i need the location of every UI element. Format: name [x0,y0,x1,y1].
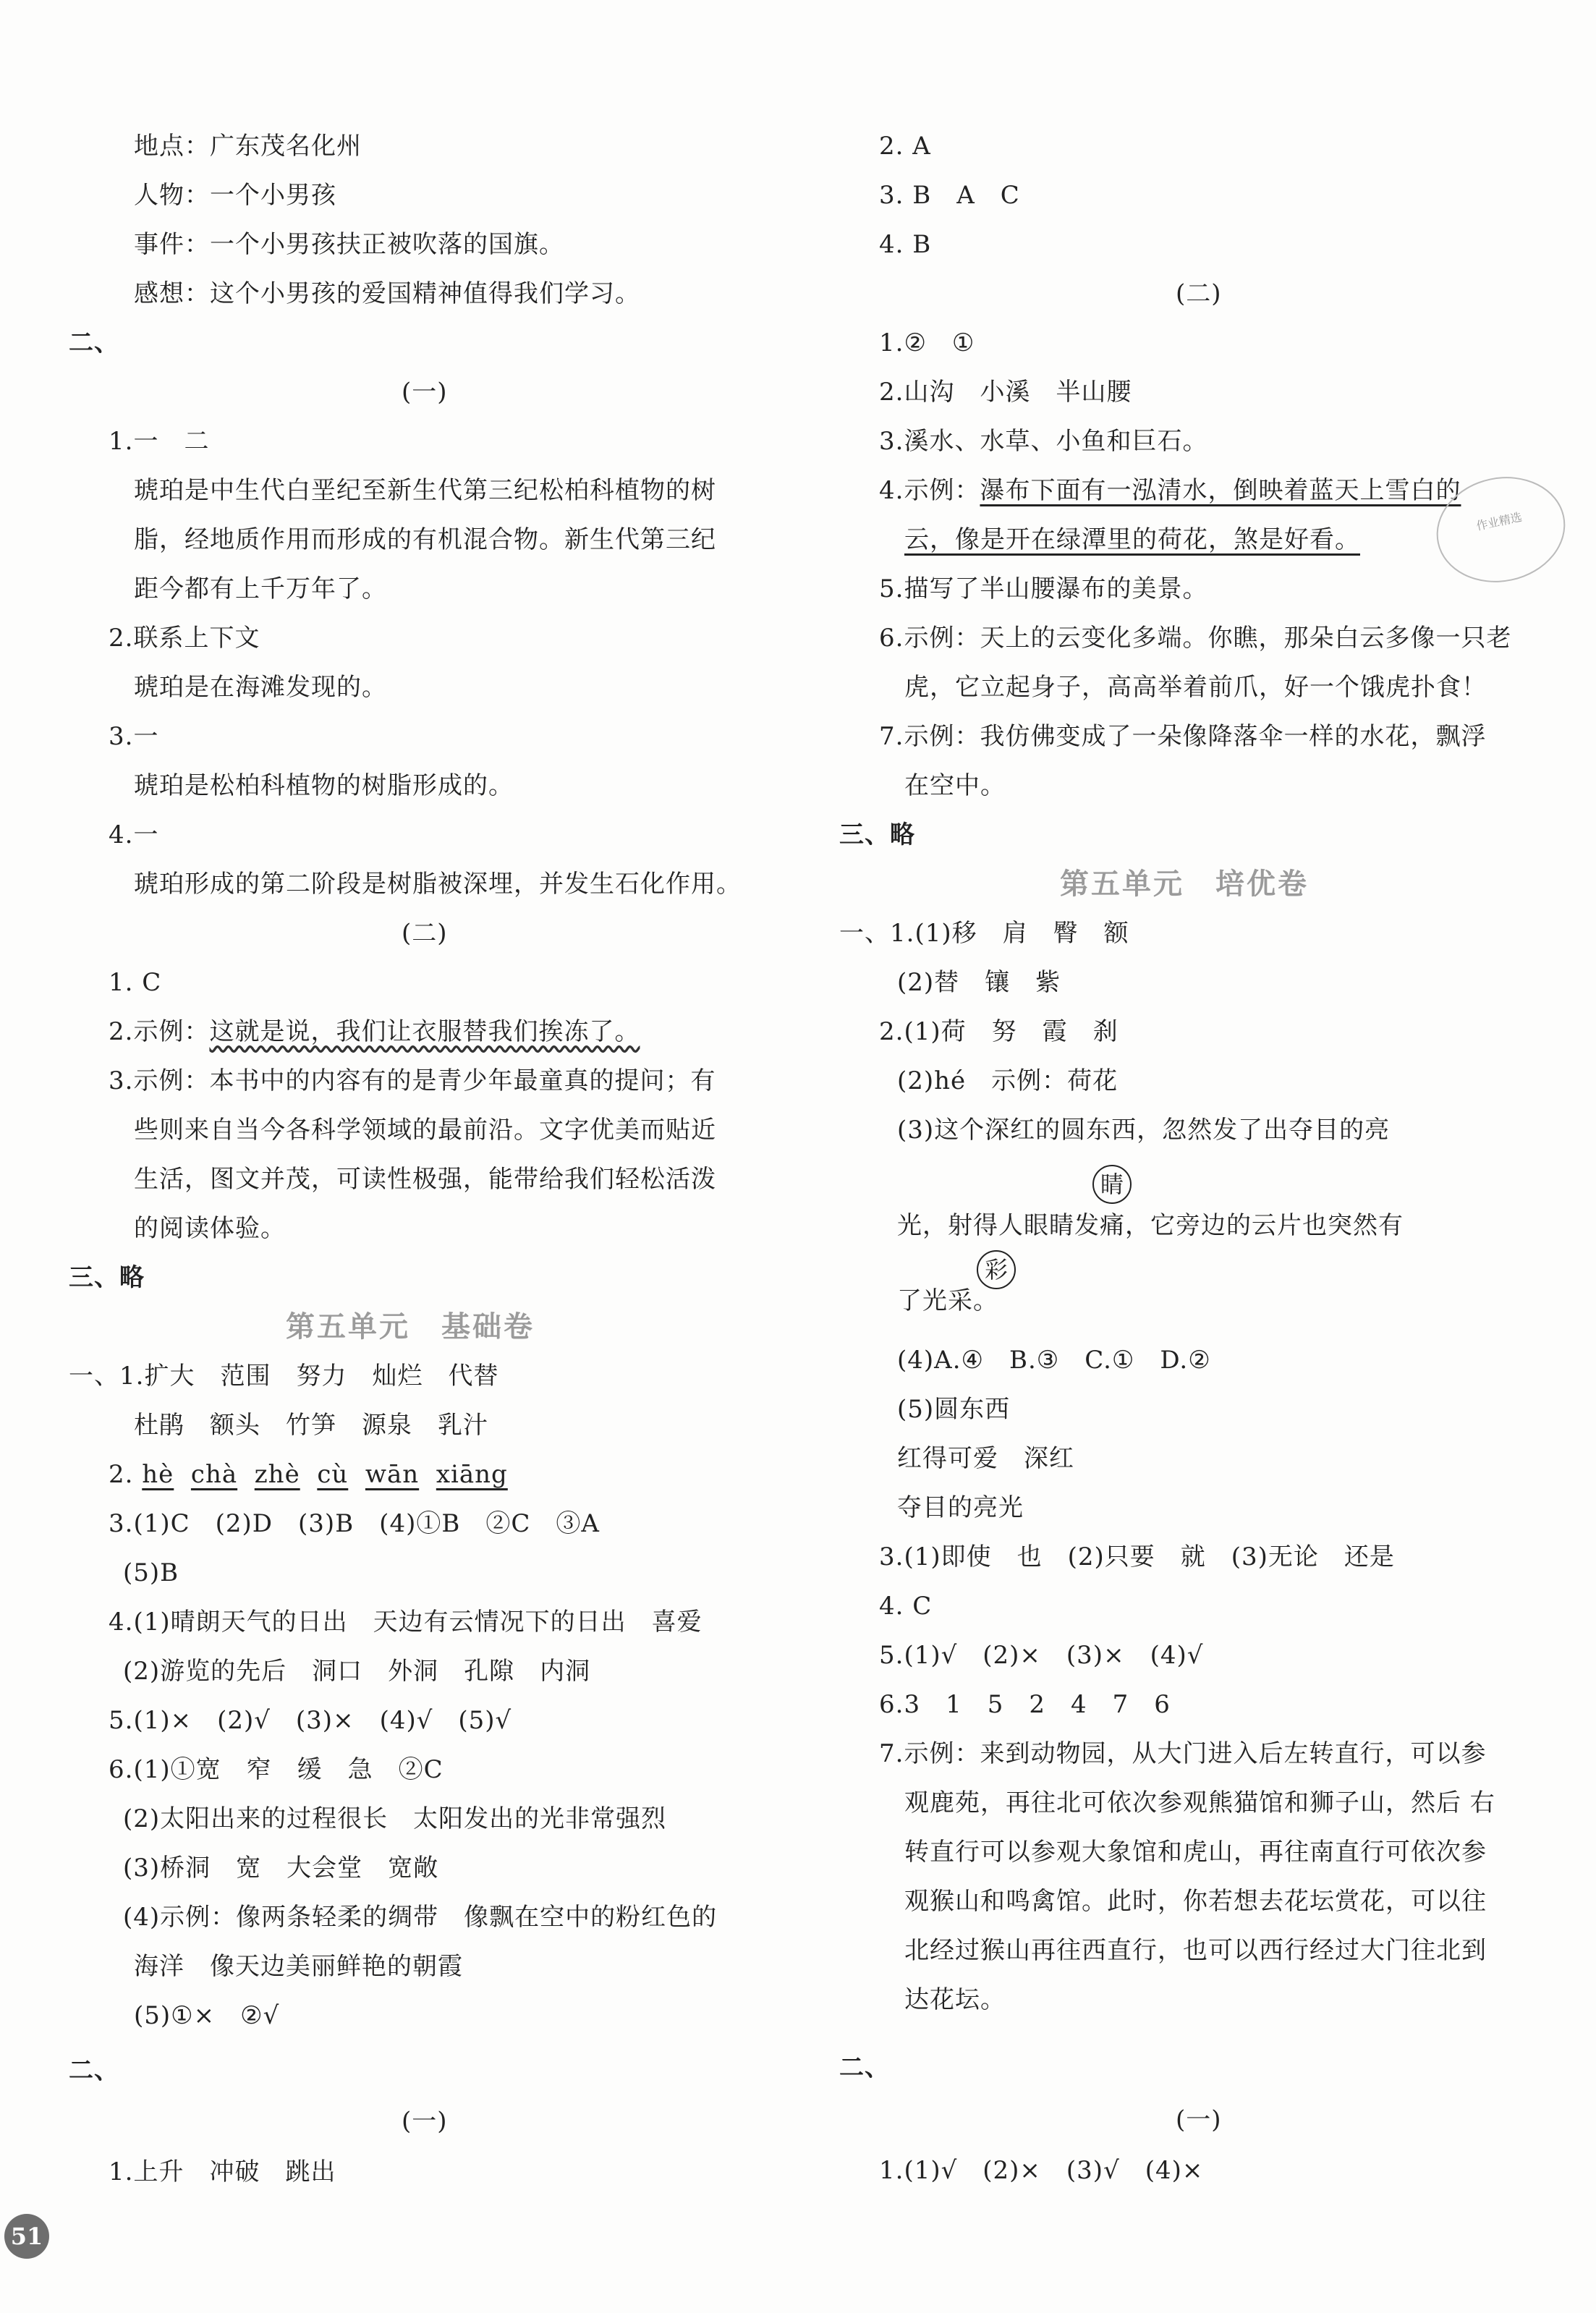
u1-line1: 一、1.扩大 范围 努力 灿烂 代替 [69,1362,499,1391]
r4-underlined-1: 瀑布下面有一泓清水，倒映着蓝天上雪白的 [980,476,1461,505]
info-place: 地点：广东茂名化州 [134,132,362,161]
pinyin-6: xiāng [436,1460,508,1489]
subsection-1: (一) [402,378,448,407]
q1-text-1: 琥珀是中生代白垩纪至新生代第三纪松柏科植物的树 [134,476,716,505]
s7-line3: 转直行可以参观大象馆和虎山，再往南直行可依次参 [904,1838,1487,1867]
r1: 1.② ① [879,328,975,357]
correction-circle-jing: 睛 [1092,1165,1132,1204]
pinyin-4: cù [317,1460,349,1489]
s2-line8: 红得可爱 深红 [897,1444,1074,1473]
u2-prefix: 2. [109,1460,134,1489]
u6-line4: (4)示例：像两条轻柔的绸带 像飘在空中的粉红色的 [123,1903,718,1932]
left-last-line: 1.上升 冲破 跳出 [109,2157,336,2186]
u4-line1: 4.(1)晴朗天气的日出 天边有云情况下的日出 喜爱 [109,1608,703,1637]
s7-line5: 北经过猴山再往西直行，也可以西行经过大门往北到 [904,1936,1487,1965]
pinyin-5: wān [365,1460,420,1489]
p2-2-prefix: 2.示例： [109,1017,210,1046]
subsection-2: (二) [402,919,448,948]
u6-line1: 6.(1)①宽 窄 缓 急 ②C [109,1755,443,1784]
r6-line2: 虎，它立起身子，高高举着前爪，好一个饿虎扑食！ [904,673,1487,702]
info-person: 人物：一个小男孩 [134,181,336,210]
p2-3-line3: 生活，图文并茂，可读性极强，能带给我们轻松活泼 [134,1165,716,1194]
s7-line1: 7.示例：来到动物园，从大门进入后左转直行，可以参 [879,1739,1487,1768]
info-event: 事件：一个小男孩扶正被吹落的国旗。 [134,230,564,259]
s1-line2: (2)替 镶 紫 [897,968,1061,997]
s2-line5: 了光采。 [897,1286,998,1315]
r7-line1: 7.示例：我仿佛变成了一朵像降落伞一样的水花，飘浮 [879,722,1487,751]
section-2-label: 二、 [69,328,119,357]
r6-line1: 6.示例：天上的云变化多端。你瞧，那朵白云多像一只老 [879,624,1512,653]
r3: 3.溪水、水草、小鱼和巨石。 [879,427,1208,456]
pinyin-2: chà [190,1460,238,1489]
s6: 6.3 1 5 2 4 7 6 [879,1690,1171,1719]
q1-text-2: 脂，经地质作用而形成的有机混合物。新生代第三纪 [134,525,716,554]
r7-line2: 在空中。 [904,771,1006,800]
r-top-4: 4. B [879,230,932,259]
info-feeling: 感想：这个小男孩的爱国精神值得我们学习。 [134,279,640,308]
correction-circle-cai: 彩 [977,1250,1016,1289]
p2-1: 1. C [109,968,162,997]
s2-line7: (5)圆东西 [897,1395,1011,1424]
s5: 5.(1)√ (2)× (3)× (4)√ [879,1641,1204,1670]
s2-line1: 2.(1)荷 努 霞 刹 [879,1017,1119,1046]
unit-title-advanced: 第五单元 培优卷 [1060,867,1309,901]
r4-underlined-2: 云，像是开在绿潭里的荷花，煞是好看。 [904,525,1360,554]
s3: 3.(1)即使 也 (2)只要 就 (3)无论 还是 [879,1542,1395,1571]
right-last-line: 1.(1)√ (2)× (3)√ (4)× [879,2156,1204,2185]
q2: 2.联系上下文 [109,624,260,653]
r2: 2.山沟 小溪 半山腰 [879,378,1132,407]
q1-text-3: 距今都有上千万年了。 [134,574,387,603]
s2-line2: (2)hé 示例：荷花 [897,1066,1119,1095]
r4-prefix: 4.示例： [879,476,980,505]
s7-line4: 观猴山和鸣禽馆。此时，你若想去花坛赏花，可以往 [904,1887,1487,1916]
u6-line2: (2)太阳出来的过程很长 太阳发出的光非常强烈 [123,1804,667,1833]
stamp-text: 作业精选 [1474,509,1524,533]
p2-3-line4: 的阅读体验。 [134,1214,286,1243]
s1-line1: 一、1.(1)移 肩 臀 额 [839,919,1129,948]
u2-pinyin [109,1459,508,1490]
r4-line1 [879,475,1461,506]
r-subsection-1: (一) [1176,2105,1222,2134]
p2-2 [109,1016,640,1048]
r-section-2-label: 二、 [839,2053,890,2082]
u6-line5: 海洋 像天边美丽鲜艳的朝霞 [134,1952,463,1981]
q4-text: 琥珀形成的第二阶段是树脂被深埋，并发生石化作用。 [134,870,742,899]
r4-line2 [904,524,1360,556]
r-section-3: 三、略 [839,820,915,849]
q4: 4.一 [109,820,159,849]
pinyin-3: zhè [254,1460,300,1489]
r-subsection-2: (二) [1176,279,1222,308]
p2-2-underlined: 这就是说，我们让衣服替我们挨冻了。 [209,1017,640,1046]
p2-3-line2: 些则来自当今各科学领域的最前沿。文字优美而贴近 [134,1116,716,1145]
u1-line2: 杜鹃 额头 竹笋 源泉 乳汁 [134,1411,488,1440]
s7-line6: 达花坛。 [904,1985,1006,2014]
q2-text: 琥珀是在海滩发现的。 [134,673,387,702]
u3-line2: (5)B [123,1558,179,1587]
u4-line2: (2)游览的先后 洞口 外洞 孔隙 内洞 [123,1657,591,1686]
r5: 5.描写了半山腰瀑布的美景。 [879,574,1208,603]
u6-line6: (5)①× ②√ [134,2001,280,2030]
u3-line1: 3.(1)C (2)D (3)B (4)①B ②C ③A [109,1509,600,1538]
q1: 1.一 二 [109,427,210,456]
s2-line4: 光，射得人眼睛发痛，它旁边的云片也突然有 [897,1211,1404,1240]
s2-line3: (3)这个深红的圆东西，忽然发了出夺目的亮 [897,1116,1391,1145]
p2-3-line1: 3.示例：本书中的内容有的是青少年最童真的提问；有 [109,1066,716,1095]
u5: 5.(1)× (2)√ (3)× (4)√ (5)√ [109,1706,512,1735]
subsection-1b: (一) [402,2107,448,2136]
page-number: 51 [4,2214,49,2259]
s7-line2: 观鹿苑，再往北可依次参观熊猫馆和狮子山，然后 右 [904,1788,1495,1817]
section-2b-label: 二、 [69,2056,119,2085]
r-top-3: 3. B A C [879,181,1020,210]
u6-line3: (3)桥洞 宽 大会堂 宽敞 [123,1854,439,1883]
unit-title-basic: 第五单元 基础卷 [286,1310,535,1344]
s4: 4. C [879,1592,933,1621]
pinyin-1: hè [142,1460,174,1489]
q3: 3.一 [109,722,159,751]
s2-line9: 夺目的亮光 [897,1493,1024,1522]
r-top-2: 2. A [879,132,931,161]
section-3: 三、略 [69,1263,145,1292]
q3-text: 琥珀是松柏科植物的树脂形成的。 [134,771,514,800]
s2-line6: (4)A.④ B.③ C.① D.② [897,1346,1211,1375]
